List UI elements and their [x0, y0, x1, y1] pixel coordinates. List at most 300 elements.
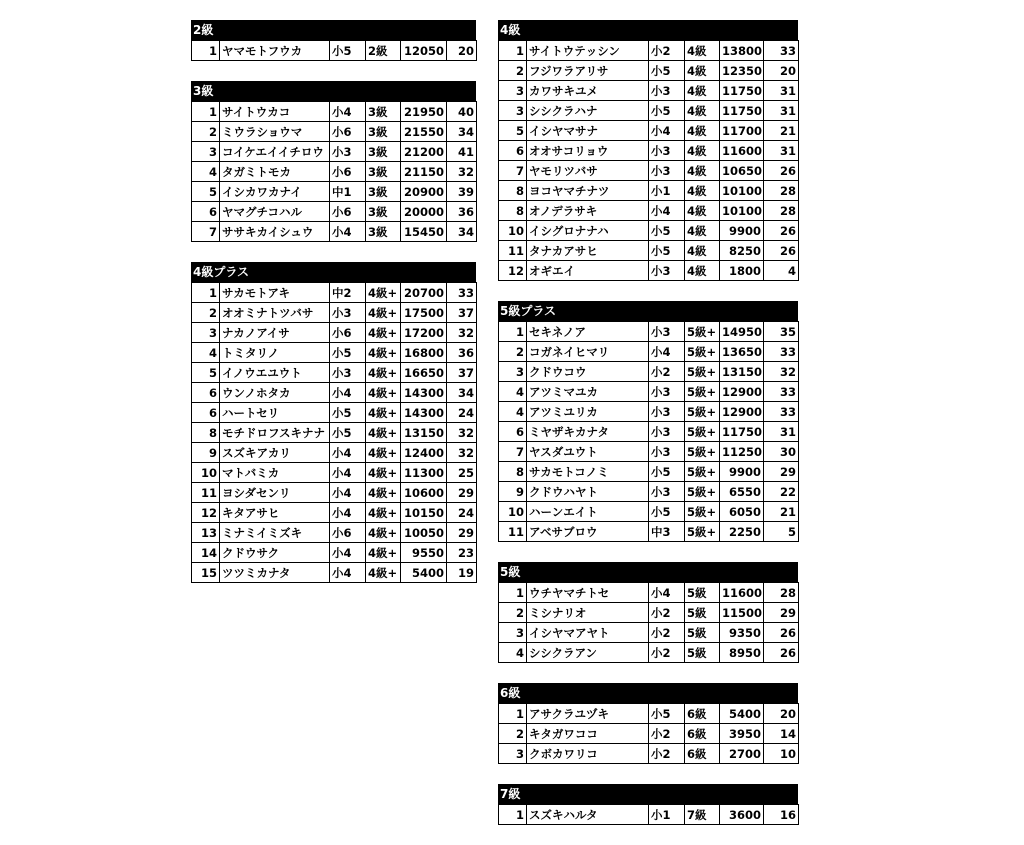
rank-cell: 4: [499, 382, 527, 402]
table-row: [192, 403, 477, 423]
name-cell: フジワラアリサ: [527, 61, 649, 81]
table-row: [192, 343, 477, 363]
right-column: [498, 20, 798, 845]
grade-cell: 小5: [330, 423, 366, 443]
score-cell: 8250: [720, 241, 764, 261]
grade-cell: 小2: [649, 362, 685, 382]
level-cell: 5級: [685, 623, 720, 643]
rank-cell: 6: [192, 403, 220, 423]
count-cell: 16: [764, 805, 799, 825]
level-cell: 4級: [685, 141, 720, 161]
count-cell: 32: [764, 362, 799, 382]
count-cell: 23: [447, 543, 477, 563]
count-cell: 31: [764, 81, 799, 101]
section-title: 6級: [498, 683, 798, 703]
level-cell: 4級: [685, 81, 720, 101]
table-row: [499, 342, 799, 362]
score-cell: 11750: [720, 101, 764, 121]
count-cell: 40: [447, 102, 477, 122]
level-cell: 3級: [366, 222, 401, 242]
level-cell: 5級+: [685, 402, 720, 422]
count-cell: 29: [764, 603, 799, 623]
count-cell: 24: [447, 403, 477, 423]
score-cell: 17500: [401, 303, 447, 323]
name-cell: アサクラユヅキ: [527, 704, 649, 724]
rank-section: [191, 20, 476, 61]
grade-cell: 小3: [649, 261, 685, 281]
grade-cell: 小5: [649, 241, 685, 261]
rank-cell: 4: [499, 643, 527, 663]
table-row: [499, 121, 799, 141]
name-cell: ウンノホタカ: [220, 383, 330, 403]
table-row: [499, 41, 799, 61]
name-cell: ヤモリツバサ: [527, 161, 649, 181]
grade-cell: 中3: [649, 522, 685, 542]
name-cell: ヤスダユウト: [527, 442, 649, 462]
grade-cell: 小2: [649, 724, 685, 744]
grade-cell: 小5: [330, 403, 366, 423]
score-cell: 11700: [720, 121, 764, 141]
score-cell: 12900: [720, 382, 764, 402]
count-cell: 32: [447, 162, 477, 182]
name-cell: スズキアカリ: [220, 443, 330, 463]
name-cell: サカモトコノミ: [527, 462, 649, 482]
grade-cell: 小3: [649, 81, 685, 101]
rank-cell: 3: [192, 142, 220, 162]
table-row: [499, 101, 799, 121]
rank-cell: 7: [192, 222, 220, 242]
section-title: 4級プラス: [191, 262, 476, 282]
rank-table: [191, 40, 477, 61]
name-cell: トミタリノ: [220, 343, 330, 363]
name-cell: イシヤマアヤト: [527, 623, 649, 643]
level-cell: 3級: [366, 162, 401, 182]
table-row: [192, 202, 477, 222]
name-cell: イシカワカナイ: [220, 182, 330, 202]
level-cell: 4級+: [366, 503, 401, 523]
table-row: [192, 142, 477, 162]
level-cell: 5級+: [685, 502, 720, 522]
level-cell: 6級: [685, 704, 720, 724]
table-row: [499, 141, 799, 161]
score-cell: 14300: [401, 403, 447, 423]
name-cell: クボカワリコ: [527, 744, 649, 764]
rank-cell: 10: [192, 463, 220, 483]
count-cell: 19: [447, 563, 477, 583]
table-row: [192, 423, 477, 443]
rank-cell: 14: [192, 543, 220, 563]
name-cell: ナカノアイサ: [220, 323, 330, 343]
table-row: [192, 463, 477, 483]
grade-cell: 小2: [649, 603, 685, 623]
rank-cell: 5: [192, 363, 220, 383]
score-cell: 20000: [401, 202, 447, 222]
table-row: [192, 503, 477, 523]
grade-cell: 小3: [649, 322, 685, 342]
score-cell: 12400: [401, 443, 447, 463]
level-cell: 4級+: [366, 423, 401, 443]
rank-cell: 5: [192, 182, 220, 202]
grade-cell: 小1: [649, 805, 685, 825]
table-row: [192, 222, 477, 242]
grade-cell: 小3: [649, 161, 685, 181]
rank-cell: 3: [499, 101, 527, 121]
grade-cell: 小4: [649, 342, 685, 362]
table-row: [499, 744, 799, 764]
count-cell: 33: [764, 342, 799, 362]
grade-cell: 小2: [649, 744, 685, 764]
table-row: [192, 483, 477, 503]
level-cell: 4級+: [366, 443, 401, 463]
level-cell: 4級+: [366, 543, 401, 563]
name-cell: サイトウカコ: [220, 102, 330, 122]
rank-cell: 8: [499, 181, 527, 201]
name-cell: キタガワココ: [527, 724, 649, 744]
score-cell: 6050: [720, 502, 764, 522]
left-column: [191, 20, 476, 603]
name-cell: シシクラアン: [527, 643, 649, 663]
count-cell: 5: [764, 522, 799, 542]
name-cell: オギエイ: [527, 261, 649, 281]
count-cell: 33: [764, 41, 799, 61]
name-cell: ヤマモトフウカ: [220, 41, 330, 61]
grade-cell: 小5: [330, 343, 366, 363]
level-cell: 4級: [685, 61, 720, 81]
level-cell: 4級+: [366, 463, 401, 483]
name-cell: タナカアサヒ: [527, 241, 649, 261]
table-row: [499, 482, 799, 502]
count-cell: 34: [447, 383, 477, 403]
grade-cell: 小2: [649, 41, 685, 61]
score-cell: 20900: [401, 182, 447, 202]
grade-cell: 小6: [330, 202, 366, 222]
count-cell: 31: [764, 101, 799, 121]
table-row: [192, 523, 477, 543]
table-row: [499, 241, 799, 261]
name-cell: コイケエイイチロウ: [220, 142, 330, 162]
score-cell: 8950: [720, 643, 764, 663]
section-title: 4級: [498, 20, 798, 40]
score-cell: 12900: [720, 402, 764, 422]
count-cell: 26: [764, 623, 799, 643]
score-cell: 21200: [401, 142, 447, 162]
grade-cell: 小6: [330, 523, 366, 543]
rank-cell: 10: [499, 502, 527, 522]
table-row: [192, 162, 477, 182]
score-cell: 3600: [720, 805, 764, 825]
table-row: [192, 303, 477, 323]
level-cell: 6級: [685, 724, 720, 744]
name-cell: サカモトアキ: [220, 283, 330, 303]
name-cell: オオサコリョウ: [527, 141, 649, 161]
score-cell: 20700: [401, 283, 447, 303]
rank-table: [191, 282, 477, 583]
grade-cell: 小4: [330, 463, 366, 483]
level-cell: 4級: [685, 161, 720, 181]
grade-cell: 小3: [649, 482, 685, 502]
grade-cell: 中1: [330, 182, 366, 202]
level-cell: 4級+: [366, 383, 401, 403]
count-cell: 20: [764, 704, 799, 724]
grade-cell: 小1: [649, 181, 685, 201]
name-cell: キタアサヒ: [220, 503, 330, 523]
count-cell: 26: [764, 241, 799, 261]
level-cell: 5級+: [685, 362, 720, 382]
grade-cell: 小4: [330, 443, 366, 463]
name-cell: ヨシダセンリ: [220, 483, 330, 503]
score-cell: 11250: [720, 442, 764, 462]
score-cell: 2250: [720, 522, 764, 542]
grade-cell: 小4: [330, 543, 366, 563]
rank-cell: 8: [192, 423, 220, 443]
count-cell: 36: [447, 202, 477, 222]
level-cell: 6級: [685, 744, 720, 764]
count-cell: 29: [764, 462, 799, 482]
count-cell: 33: [764, 382, 799, 402]
rank-cell: 3: [192, 323, 220, 343]
rank-cell: 11: [192, 483, 220, 503]
name-cell: サイトウテッシン: [527, 41, 649, 61]
score-cell: 9550: [401, 543, 447, 563]
name-cell: スズキハルタ: [527, 805, 649, 825]
grade-cell: 小2: [649, 623, 685, 643]
table-row: [192, 102, 477, 122]
level-cell: 5級+: [685, 522, 720, 542]
count-cell: 36: [447, 343, 477, 363]
count-cell: 4: [764, 261, 799, 281]
rank-cell: 2: [499, 603, 527, 623]
name-cell: シシクラハナ: [527, 101, 649, 121]
table-row: [499, 221, 799, 241]
rank-cell: 11: [499, 522, 527, 542]
grade-cell: 小3: [649, 382, 685, 402]
rank-cell: 2: [499, 724, 527, 744]
table-row: [499, 81, 799, 101]
level-cell: 4級+: [366, 323, 401, 343]
score-cell: 17200: [401, 323, 447, 343]
grade-cell: 小5: [330, 41, 366, 61]
name-cell: ミウラショウマ: [220, 122, 330, 142]
level-cell: 5級+: [685, 462, 720, 482]
rank-section: [498, 20, 798, 281]
name-cell: ミナミイミズキ: [220, 523, 330, 543]
score-cell: 16800: [401, 343, 447, 363]
level-cell: 4級: [685, 101, 720, 121]
grade-cell: 小5: [649, 462, 685, 482]
grade-cell: 小4: [330, 383, 366, 403]
section-title: 5級: [498, 562, 798, 582]
rank-cell: 2: [499, 342, 527, 362]
count-cell: 26: [764, 161, 799, 181]
level-cell: 4級: [685, 241, 720, 261]
count-cell: 29: [447, 483, 477, 503]
count-cell: 33: [764, 402, 799, 422]
score-cell: 16650: [401, 363, 447, 383]
score-cell: 9350: [720, 623, 764, 643]
grade-cell: 小6: [330, 323, 366, 343]
level-cell: 5級+: [685, 442, 720, 462]
grade-cell: 小6: [330, 122, 366, 142]
count-cell: 39: [447, 182, 477, 202]
score-cell: 11750: [720, 81, 764, 101]
name-cell: ウチヤマチトセ: [527, 583, 649, 603]
rank-section: [498, 562, 798, 663]
name-cell: クドウハヤト: [527, 482, 649, 502]
rank-cell: 4: [192, 343, 220, 363]
rank-cell: 4: [192, 162, 220, 182]
level-cell: 4級+: [366, 403, 401, 423]
rank-table: [498, 703, 799, 764]
rank-section: [191, 262, 476, 583]
count-cell: 10: [764, 744, 799, 764]
level-cell: 7級: [685, 805, 720, 825]
score-cell: 10100: [720, 181, 764, 201]
name-cell: クドウコウ: [527, 362, 649, 382]
table-row: [499, 181, 799, 201]
name-cell: セキネノア: [527, 322, 649, 342]
rank-table: [498, 804, 799, 825]
rank-table: [498, 321, 799, 542]
level-cell: 5級+: [685, 342, 720, 362]
name-cell: イシヤマサナ: [527, 121, 649, 141]
count-cell: 22: [764, 482, 799, 502]
level-cell: 4級: [685, 181, 720, 201]
score-cell: 12350: [720, 61, 764, 81]
score-cell: 13800: [720, 41, 764, 61]
score-cell: 15450: [401, 222, 447, 242]
table-row: [499, 442, 799, 462]
count-cell: 30: [764, 442, 799, 462]
grade-cell: 中2: [330, 283, 366, 303]
rank-cell: 6: [192, 383, 220, 403]
count-cell: 31: [764, 422, 799, 442]
rank-cell: 5: [499, 121, 527, 141]
grade-cell: 小3: [649, 141, 685, 161]
name-cell: ハーンエイト: [527, 502, 649, 522]
level-cell: 2級: [366, 41, 401, 61]
table-row: [499, 643, 799, 663]
score-cell: 3950: [720, 724, 764, 744]
name-cell: カワサキユメ: [527, 81, 649, 101]
count-cell: 28: [764, 583, 799, 603]
grade-cell: 小3: [649, 402, 685, 422]
table-row: [192, 182, 477, 202]
rank-cell: 7: [499, 161, 527, 181]
grade-cell: 小4: [330, 222, 366, 242]
rank-cell: 9: [499, 482, 527, 502]
score-cell: 10650: [720, 161, 764, 181]
rank-cell: 3: [499, 81, 527, 101]
rank-table: [498, 582, 799, 663]
name-cell: コガネイヒマリ: [527, 342, 649, 362]
rank-table: [498, 40, 799, 281]
level-cell: 4級+: [366, 363, 401, 383]
grade-cell: 小3: [330, 303, 366, 323]
table-row: [499, 261, 799, 281]
section-title: 7級: [498, 784, 798, 804]
rank-cell: 2: [499, 61, 527, 81]
rank-cell: 12: [499, 261, 527, 281]
rank-cell: 3: [499, 362, 527, 382]
grade-cell: 小3: [330, 363, 366, 383]
rank-table: [191, 101, 477, 242]
score-cell: 9900: [720, 221, 764, 241]
score-cell: 21550: [401, 122, 447, 142]
table-row: [192, 41, 477, 61]
rank-cell: 1: [499, 583, 527, 603]
table-row: [499, 402, 799, 422]
grade-cell: 小3: [649, 442, 685, 462]
count-cell: 28: [764, 181, 799, 201]
level-cell: 4級+: [366, 283, 401, 303]
grade-cell: 小5: [649, 61, 685, 81]
score-cell: 2700: [720, 744, 764, 764]
rank-cell: 3: [499, 744, 527, 764]
count-cell: 41: [447, 142, 477, 162]
score-cell: 9900: [720, 462, 764, 482]
count-cell: 26: [764, 221, 799, 241]
count-cell: 20: [447, 41, 477, 61]
level-cell: 4級+: [366, 343, 401, 363]
count-cell: 34: [447, 222, 477, 242]
count-cell: 35: [764, 322, 799, 342]
level-cell: 3級: [366, 182, 401, 202]
rank-cell: 3: [499, 623, 527, 643]
count-cell: 24: [447, 503, 477, 523]
grade-cell: 小4: [330, 102, 366, 122]
section-title: 3級: [191, 81, 476, 101]
name-cell: ササキカイシュウ: [220, 222, 330, 242]
table-row: [192, 383, 477, 403]
table-row: [499, 502, 799, 522]
count-cell: 33: [447, 283, 477, 303]
count-cell: 37: [447, 303, 477, 323]
level-cell: 4級: [685, 121, 720, 141]
score-cell: 11600: [720, 141, 764, 161]
rank-cell: 4: [499, 402, 527, 422]
table-row: [499, 603, 799, 623]
score-cell: 12050: [401, 41, 447, 61]
name-cell: ヨコヤマチナツ: [527, 181, 649, 201]
table-row: [192, 283, 477, 303]
rank-cell: 1: [192, 283, 220, 303]
score-cell: 13650: [720, 342, 764, 362]
table-row: [192, 443, 477, 463]
count-cell: 32: [447, 443, 477, 463]
count-cell: 32: [447, 323, 477, 343]
score-cell: 10150: [401, 503, 447, 523]
rank-cell: 8: [499, 201, 527, 221]
level-cell: 4級+: [366, 563, 401, 583]
name-cell: ヤマグチコハル: [220, 202, 330, 222]
level-cell: 4級+: [366, 523, 401, 543]
table-row: [499, 623, 799, 643]
rank-cell: 1: [192, 41, 220, 61]
name-cell: ミヤザキカナタ: [527, 422, 649, 442]
rank-cell: 6: [499, 141, 527, 161]
level-cell: 5級+: [685, 382, 720, 402]
score-cell: 10050: [401, 523, 447, 543]
score-cell: 11500: [720, 603, 764, 623]
score-cell: 5400: [720, 704, 764, 724]
level-cell: 5級+: [685, 422, 720, 442]
score-cell: 10100: [720, 201, 764, 221]
name-cell: ミシナリオ: [527, 603, 649, 623]
name-cell: イシグロナナハ: [527, 221, 649, 241]
count-cell: 37: [447, 363, 477, 383]
score-cell: 11750: [720, 422, 764, 442]
grade-cell: 小6: [330, 162, 366, 182]
